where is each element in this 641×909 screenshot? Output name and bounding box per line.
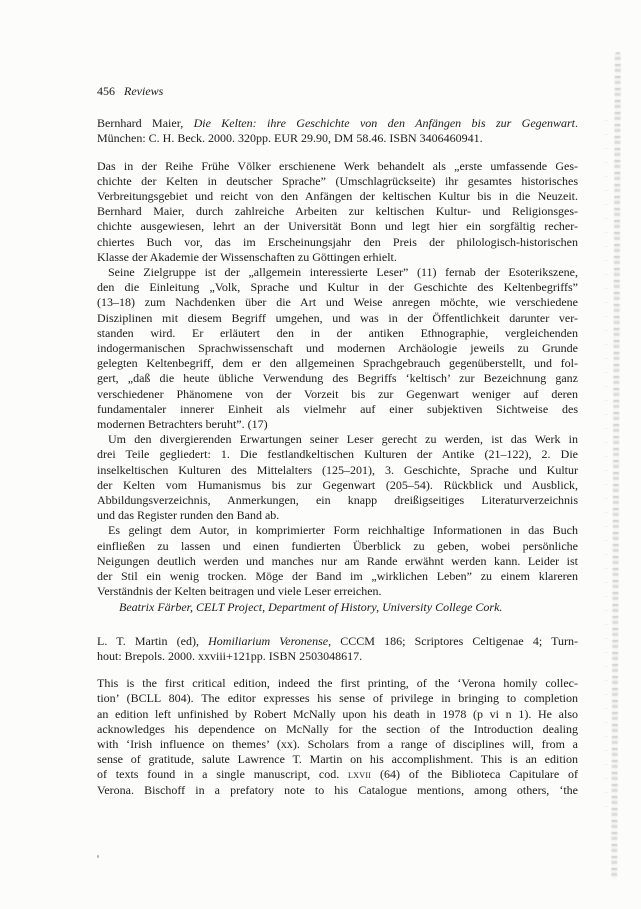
text-line: Klasse der Akademie der Wissenschaften zu Göttingen erhielt. — [97, 249, 397, 264]
text-segment: (64) of the Biblioteca Capitulare of — [371, 767, 578, 782]
text-segment: hout: Brepols. 2000. xxviii+121pp. ISBN 2503048617. — [97, 648, 363, 663]
text-segment: L. T. Martin (ed), — [97, 633, 209, 648]
scan-speck — [97, 855, 99, 858]
text-line: Verona. Bischoff in a prefatory note to his Catalogue mentions, among others, ‘the — [97, 782, 578, 797]
section-title: Reviews — [124, 84, 164, 98]
text-line: den die Einleitung „Volk, Sprache und Kultur in der Geschichte des Keltenbegriffs” — [97, 280, 578, 295]
text-line: fundamentaler innerer Einheit als vielmehr auf einer subjektiven Sichtweise des — [97, 401, 578, 416]
text-segment: Die Kelten: ihre Geschichte von den Anfängen bis zur Gegenwart — [193, 116, 575, 131]
text-line — [97, 116, 578, 131]
text-line: Neigungen deutlich werden und manches nur am Rande erwähnt werden kann. Leider ist — [97, 553, 578, 568]
text-line: Abbildungsverzeichnis, Anmerkungen, ein knapp dreißigseitiges Literaturverzeichnis — [97, 493, 578, 508]
text-line: standen wird. Er erläutert den in der antiken Ethnographie, vergleichenden — [97, 325, 578, 340]
text-line: verschiedener Phänomene von der Vorzeit bis zur Gegenwart weniger auf deren — [97, 386, 578, 401]
review-paragraph — [97, 265, 578, 432]
page-content — [97, 84, 578, 798]
text-segment: . — [575, 116, 578, 131]
scan-binding-artifact — [611, 52, 621, 880]
scan-speckle-artifact — [604, 120, 608, 820]
reviewer-signature: Beatrix Färber, CELT Project, Department of History, University College Cork. — [119, 599, 503, 614]
text-line: gert, „daß die heute übliche Verwendung des Begriffs ‘keltisch’ zur Bezeichnung ganz — [97, 371, 578, 386]
text-line: Bernhard Maier, durch zahlreiche Arbeiten zur keltischen Kultur- und Religionsges- — [97, 204, 578, 219]
book-review — [97, 634, 578, 798]
book-review — [97, 116, 578, 615]
review-paragraph — [97, 432, 578, 523]
review-paragraph — [97, 676, 578, 798]
text-line: with ‘Irish influence on themes’ (xx). Scholars from a range of disciplines will, from a — [97, 736, 578, 751]
text-line: tion’ (BCLL 804). The editor expresses his sense of privilege in bringing to completion — [97, 691, 578, 706]
text-line: chichte der Kelten in deutscher Sprache” (Umschlagrückseite) ihr gesamtes historisches — [97, 173, 578, 188]
text-line: einfließen zu lassen und einen fundierten Überblick zu geben, wobei persönliche — [97, 538, 578, 553]
text-line: sense of gratitude, salute Lawrence T. Martin on his accomplishment. This is an edition — [97, 752, 578, 767]
text-line — [97, 131, 578, 146]
text-line: Es gelingt dem Autor, in komprimierter Form reichhaltige Informationen in das Buch — [108, 523, 578, 538]
text-line: This is the first critical edition, indeed the first printing, of the ‘Verona homily collec- — [97, 676, 578, 691]
reviews-container — [97, 116, 578, 798]
text-line: Seine Zielgruppe ist der „allgemein interessierte Leser” (11) fernab der Esoterikszene, — [108, 265, 578, 280]
text-segment: Homiliarium Veronense — [208, 633, 329, 648]
text-line: indogermanischen Sprachwissenschaft und modernen Archäologie jeweils zu Grunde — [97, 341, 578, 356]
text-line: Um den divergierenden Erwartungen seiner Leser gerecht zu werden, ist das Werk in — [108, 432, 578, 447]
text-line: inselkeltischen Kulturen des Mittelalters (125–201), 3. Geschichte, Sprache und Kultur — [97, 462, 578, 477]
text-segment: lxvii — [347, 767, 372, 782]
text-line: (13–18) zum Nachdenken über die Art und Weise anregen möchte, wie verschiedene — [97, 295, 578, 310]
review-paragraph — [97, 159, 578, 265]
text-segment: Bernhard Maier, — [97, 116, 194, 131]
text-line: Das in der Reihe Frühe Völker erschienene Werk behandelt als „erste umfassende Ges- — [97, 158, 578, 173]
text-segment: , CCCM 186; Scriptores Celtigenae 4; Turn- — [328, 633, 579, 648]
text-segment: of texts found in a single manuscript, cod. — [97, 767, 348, 782]
text-line: und das Register runden den Band ab. — [97, 508, 280, 523]
text-line: gelegten Keltenbegriff, dem er den allgemeinen Sprachgebrauch gegenüberstellt, und fol- — [97, 356, 578, 371]
text-line: chiertes Buch vor, das im Erscheinungsjahr den Preis der philologisch-historischen — [97, 234, 578, 249]
running-head — [97, 84, 578, 99]
text-line: acknowledges his dependence on McNally for the section of the Introduction dealing — [97, 721, 578, 736]
text-line: Verständnis der Kelten beitragen und viele Leser erreichen. — [97, 584, 382, 599]
text-line: der Stil ein wenig trocken. Möge der Band im „wirklichen Leben” zu einem klareren — [97, 569, 578, 584]
text-line: modernen Betrachters beruht”. (17) — [97, 417, 268, 432]
text-line — [97, 767, 578, 782]
text-line: Verbreitungsgebiet und reicht von den Anfängen der keltischen Kultur bis in die Neuzeit. — [97, 189, 578, 204]
text-line — [97, 634, 578, 649]
page-number: 456 — [97, 84, 115, 98]
text-line: der Kelten vom Humanismus bis zur Gegenwart (205–54). Rückblick und Ausblick, — [97, 477, 578, 492]
text-line: drei Teile gegliedert: 1. Die festlandkeltischen Kulturen der Antike (21–122), 2. Die — [97, 447, 578, 462]
review-citation — [97, 634, 578, 664]
text-line — [97, 649, 578, 664]
review-paragraph — [97, 523, 578, 599]
text-line: Disziplinen mit diesem Begriff umgehen, und was in der Öffentlichkeit darunter ver- — [97, 310, 578, 325]
text-line: chichte ausgewiesen, lehrt an der Universität Bonn und legt hier ein sorgfältig recher- — [97, 219, 578, 234]
text-segment: München: C. H. Beck. 2000. 320pp. EUR 29.90, DM 58.46. ISBN 3406460941. — [97, 131, 483, 146]
text-line: an edition left unfinished by Robert McNally upon his death in 1978 (p vi n 1). He also — [97, 706, 578, 721]
review-citation — [97, 116, 578, 146]
